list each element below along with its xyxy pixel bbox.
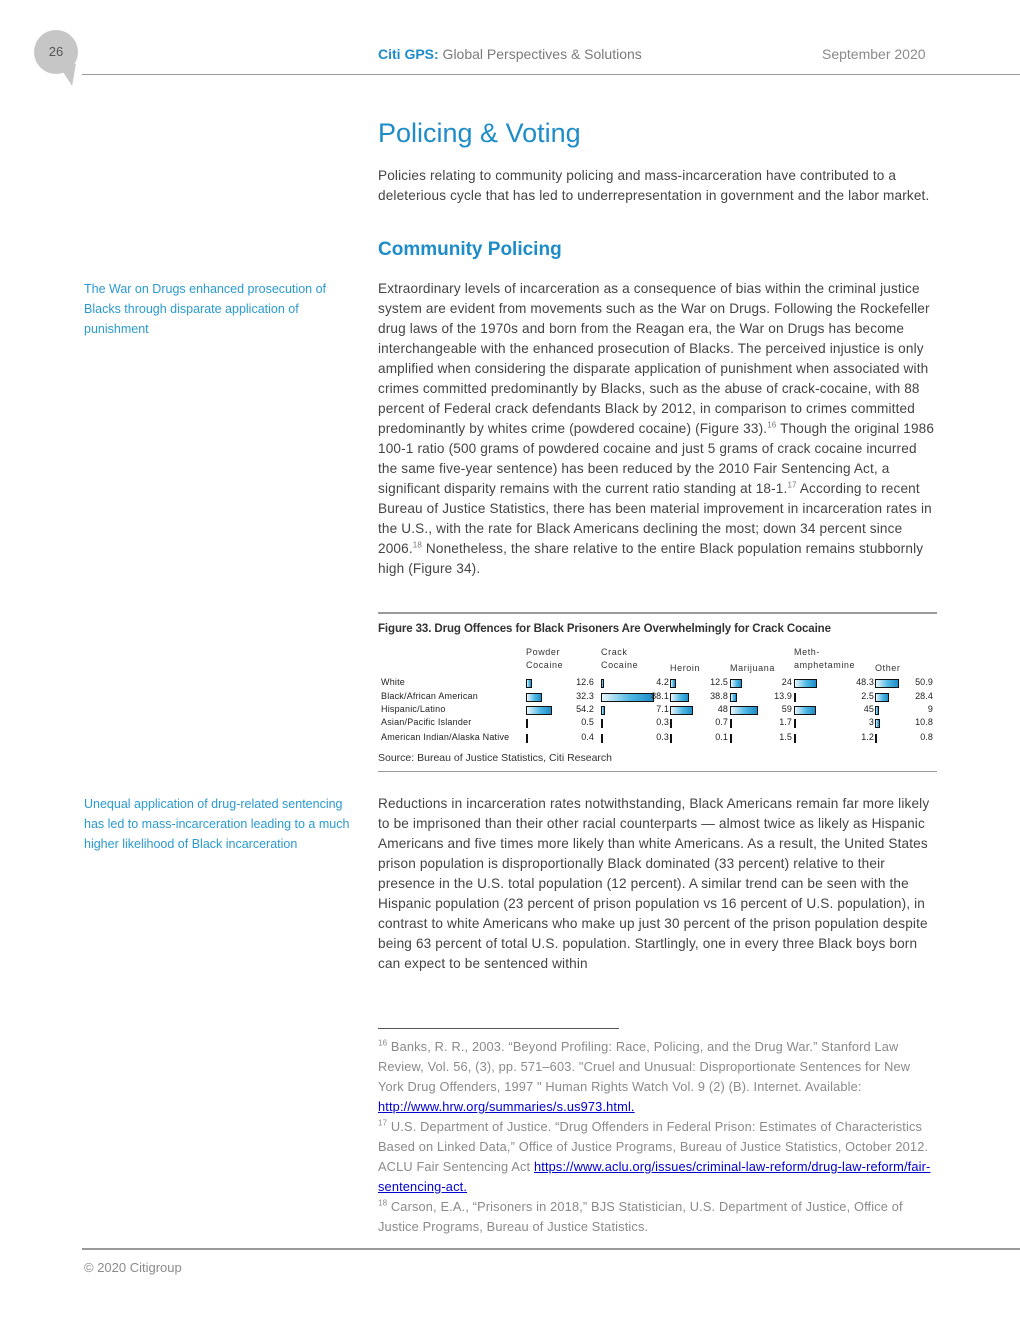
footnote-text-16: Banks, R. R., 2003. “Beyond Profiling: Race, Policing, and the Drug War.” Stanford Law Review, Vol. 56, (3), pp. 571–603. "Cruel and Unusual: Disproportionate Sentences for New York Drug Offenders, 1997 " Human Rights Watch Vol. 9 (2) (B). Internet. Available: — [378, 1039, 911, 1094]
table-bar — [526, 719, 528, 728]
table-bar — [794, 734, 796, 743]
footnote-link-17[interactable]: https://www.aclu.org/issues/criminal-law-reform/drug-law-reform/fair-sentencing-act. — [378, 1159, 931, 1194]
body-paragraph-1 — [378, 279, 938, 579]
figure-bottom-rule — [378, 771, 937, 772]
table-value: 2.5 — [861, 691, 874, 701]
footnote-text-17: U.S. Department of Justice. “Drug Offenders in Federal Prison: Estimates of Characteristics Based on Linked Data,” Office of Justice Programs, Bureau of Justice Statistics, October 2012. ACLU Fair Sentencing Act — [378, 1119, 929, 1174]
para1-part-a: Extraordinary levels of incarceration as a consequence of bias within the criminal justice system are evident from movements such as the War on Drugs. Following the Rockefeller drug laws of the 1970s and born from the Reagan era, the War on Drugs has become interchangeable with the enhanced prosecution of Blacks. The perceived injustice is only amplified when considering the disparate application of punishment when associated with crimes committed predominantly by Blacks, such as the abuse of crack-cocaine, with 88 percent of Federal crack defendants Black by 2012, in comparison to crimes committed predominantly by whites crime (powdered cocaine) (Figure 33). — [378, 281, 930, 436]
table-value: 4.2 — [656, 677, 669, 687]
table-bar — [875, 706, 879, 715]
table-value: 50.9 — [915, 677, 933, 687]
table-bar — [730, 734, 732, 743]
footnote-16 — [378, 1037, 938, 1117]
footnote-number-16: 16 — [378, 1038, 388, 1048]
footnote-number-18: 18 — [378, 1198, 388, 1208]
column-header: Powder Cocaine — [526, 647, 564, 670]
row-label: White — [381, 677, 406, 687]
column-header: Crack Cocaine — [601, 647, 639, 670]
subsection-title: Community Policing — [378, 239, 562, 260]
table-bar — [526, 693, 542, 702]
para1-part-b: Though the original 1986 100-1 ratio (500 grams of powdered cocaine and just 5 grams of crack cocaine incurred the same five-year sentence) has been reduced by the 2010 Fair Sentencing Act, a significant disparity remains with the current ratio standing at 18-1. — [378, 421, 935, 496]
table-bar — [794, 679, 817, 688]
footnote-link-16[interactable]: http://www.hrw.org/summaries/s.us973.html. — [378, 1099, 635, 1114]
column-header: Meth- amphetamine — [794, 647, 856, 670]
table-bar — [794, 693, 796, 702]
table-value: 0.8 — [920, 732, 933, 742]
header-date: September 2020 — [822, 46, 926, 62]
table-value: 38.8 — [710, 691, 728, 701]
table-value: 7.1 — [656, 704, 669, 714]
table-value: 45 — [863, 704, 874, 714]
figure-title: Figure 33. Drug Offences for Black Prisoners Are Overwhelmingly for Crack Cocaine — [378, 623, 831, 635]
row-label: American Indian/Alaska Native — [381, 732, 510, 742]
figure-top-rule — [378, 612, 937, 614]
table-bar — [730, 693, 737, 702]
table-bar — [601, 734, 603, 743]
table-value: 48 — [717, 704, 728, 714]
footnote-rule — [378, 1028, 619, 1029]
para1-part-c: According to recent Bureau of Justice Statistics, there has been material improvement in incarceration rates in the U.S., with the rate for Black Americans declining the most; down 34 percent since 2006. — [378, 481, 932, 556]
table-bar — [670, 693, 689, 702]
table-value: 59 — [781, 704, 792, 714]
table-bar — [875, 693, 889, 702]
footnote-17 — [378, 1117, 938, 1197]
table-value: 88.1 — [651, 691, 669, 701]
table-bar — [601, 706, 605, 715]
sidenote-sentencing: Unequal application of drug-related sentencing has led to mass-incarceration leading to a much higher likelihood of Black incarceration — [84, 797, 350, 851]
table-bar — [670, 679, 676, 688]
table-value: 0.3 — [656, 732, 669, 742]
column-header: Other — [875, 663, 901, 673]
table-value: 1.5 — [779, 732, 792, 742]
table-bar — [730, 719, 732, 728]
table-value: 0.4 — [581, 732, 594, 742]
table-bar — [601, 719, 603, 728]
table-bar — [875, 734, 877, 743]
footer-copyright: © 2020 Citigroup — [84, 1260, 182, 1275]
footnote-ref-17[interactable]: 17 — [787, 480, 797, 490]
table-bar — [794, 706, 816, 715]
figure-source: Source: Bureau of Justice Statistics, Citi Research — [378, 752, 613, 764]
table-value: 28.4 — [915, 691, 933, 701]
table-value: 0.7 — [715, 717, 728, 727]
table-value: 0.3 — [656, 717, 669, 727]
table-value: 12.5 — [710, 677, 728, 687]
body-paragraph-2: Reductions in incarceration rates notwithstanding, Black Americans remain far more likely to be imprisoned than their other racial counterparts — almost twice as likely as Hispanic Americans and five times more likely than white Americans. As a result, the United States prison population is disproportionally Black dominated (33 percent) relative to their presence in the U.S. total population (12 percent). A similar trend can be seen with the Hispanic population (23 percent of prison population vs 16 percent of U.S. population), in contrast to white Americans who make up just 30 percent of the prison population despite being 63 percent of total U.S. population. Startlingly, one in every three Black boys born can expect to be sentenced within — [378, 796, 930, 971]
table-value: 54.2 — [576, 704, 594, 714]
section-title: Policing & Voting — [378, 118, 581, 148]
sidenote-war-on-drugs: The War on Drugs enhanced prosecution of Blacks through disparate application of punishment — [84, 282, 327, 336]
table-value: 10.8 — [915, 717, 933, 727]
table-bar — [794, 719, 796, 728]
row-label: Asian/Pacific Islander — [381, 717, 472, 727]
footnote-number-17: 17 — [378, 1118, 388, 1128]
table-bar — [730, 679, 742, 688]
table-value: 48.3 — [856, 677, 874, 687]
row-label: Hispanic/Latino — [381, 704, 446, 714]
table-value: 1.7 — [779, 717, 792, 727]
table-value: 32.3 — [576, 691, 594, 701]
table-value: 24 — [781, 677, 792, 687]
header-title — [378, 46, 642, 62]
para1-part-d: Nonetheless, the share relative to the entire Black population remains stubbornly high (Figure 34). — [378, 541, 924, 576]
table-bar — [526, 734, 528, 743]
footnotes — [378, 1037, 938, 1237]
page-number: 26 — [34, 30, 78, 74]
column-header: Heroin — [670, 663, 701, 673]
footnote-text-18: Carson, E.A., “Prisoners in 2018,” BJS Statistician, U.S. Department of Justice, Office of Justice Programs, Bureau of Justice Statistics. — [378, 1199, 903, 1234]
table-value: 9 — [927, 704, 933, 714]
table-value: 3 — [868, 717, 874, 727]
table-value: 13.9 — [774, 691, 792, 701]
row-label: Black/African American — [381, 691, 478, 701]
table-value: 0.5 — [581, 717, 594, 727]
table-bar — [526, 706, 552, 715]
header-divider — [82, 74, 1020, 75]
footnote-18 — [378, 1197, 938, 1237]
figure-33-chart — [378, 646, 938, 748]
table-value: 0.1 — [715, 732, 728, 742]
table-value: 1.2 — [861, 732, 874, 742]
footer-divider — [82, 1248, 1020, 1250]
table-bar — [875, 719, 880, 728]
header-subtitle: Global Perspectives & Solutions — [438, 46, 642, 62]
table-bar — [526, 679, 532, 688]
table-bar — [670, 734, 672, 743]
table-bar — [601, 679, 604, 688]
brand: Citi GPS: — [378, 46, 439, 62]
footnote-ref-18[interactable]: 18 — [412, 540, 422, 550]
footnote-ref-16[interactable]: 16 — [767, 420, 777, 430]
intro-paragraph: Policies relating to community policing and mass-incarceration have contributed to a deleterious cycle that has led to underrepresentation in government and the labor market. — [378, 168, 930, 203]
table-value: 12.6 — [576, 677, 594, 687]
column-header: Marijuana — [730, 663, 775, 673]
table-bar — [670, 719, 672, 728]
